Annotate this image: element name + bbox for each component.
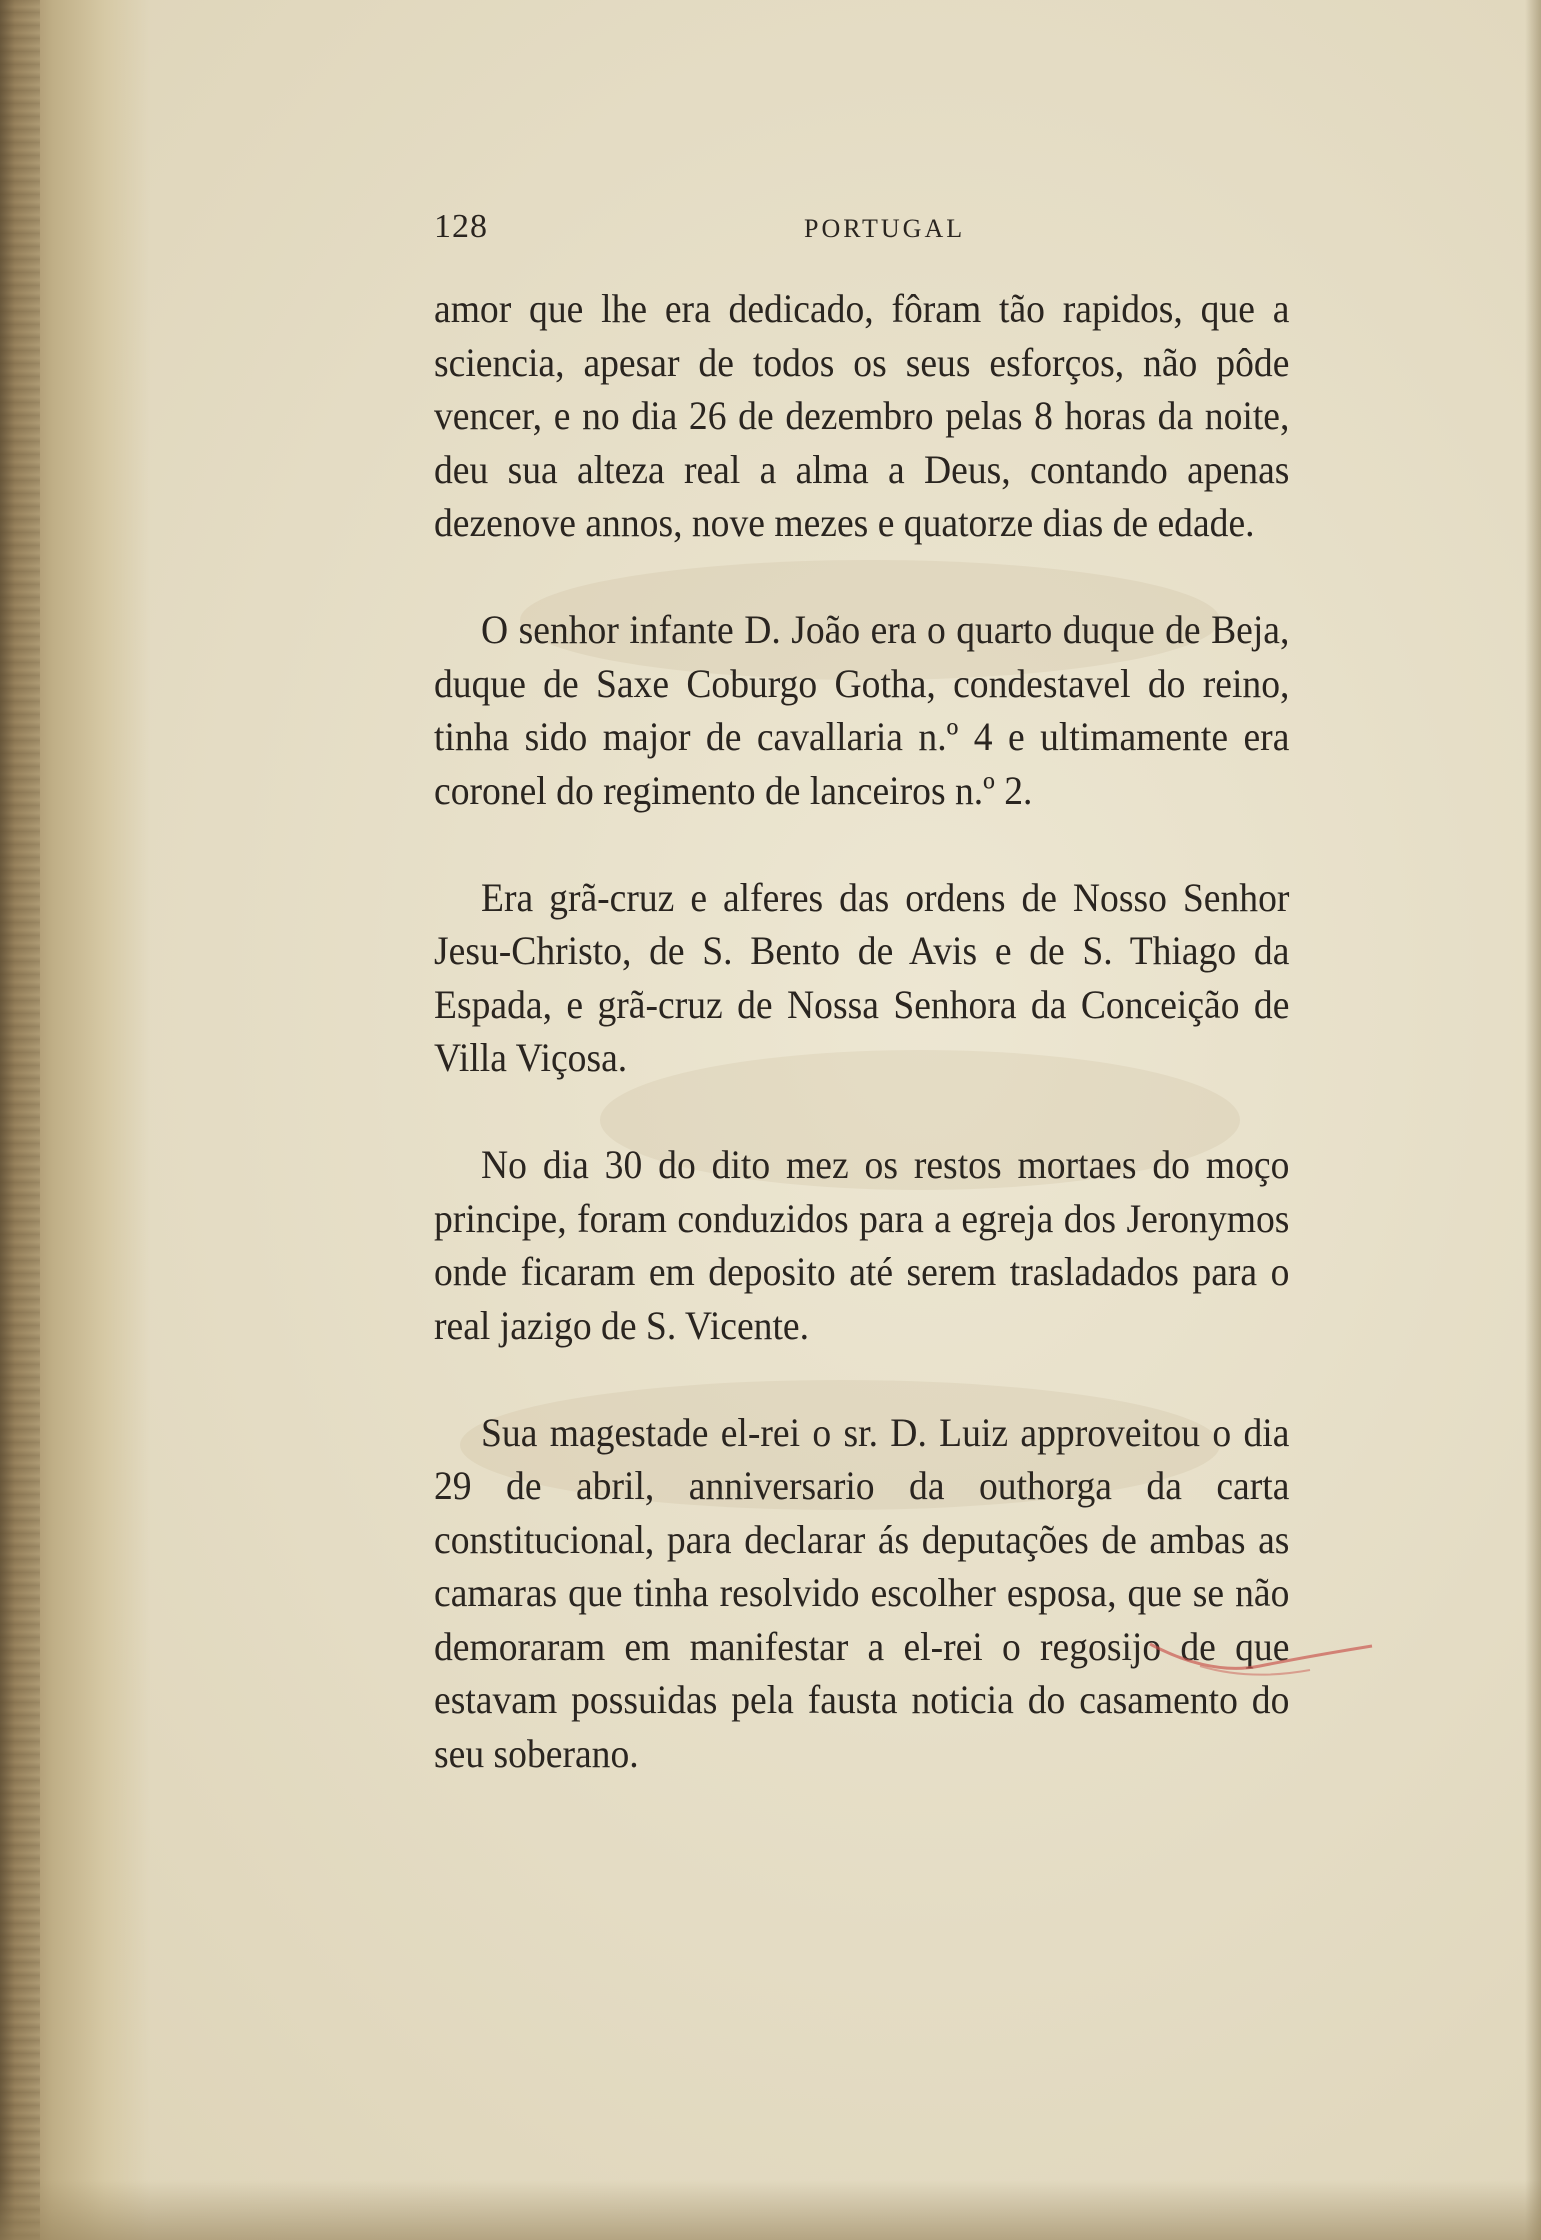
paragraph: Era grã-cruz e alferes das ordens de Nosso Senhor Jesu-Christo, de S. Bento de Avis e de S. Thiago da Espada, e grã-cruz de Nossa Senhora da Conceição de Villa Viçosa. bbox=[434, 874, 1290, 1080]
page-right-edge bbox=[1525, 0, 1541, 2240]
page-header bbox=[434, 208, 1334, 248]
page-bottom-edge bbox=[0, 2180, 1541, 2240]
paragraph: Sua magestade el-rei o sr. D. Luiz approveitou o dia 29 de abril, anniversario da outhorga da carta constitucional, para declarar ás deputações de ambas as camaras que tinha resolvido escolher esposa, que se não demoraram em manifestar a el-rei o regosijo de que estavam possuidas pela fausta noticia do casamento do seu soberano. bbox=[434, 1409, 1290, 1776]
red-pencil-mark bbox=[1140, 1636, 1380, 1686]
running-head: PORTUGAL bbox=[804, 214, 966, 243]
paragraph: amor que lhe era dedicado, fôram tão rapidos, que a sciencia, apesar de todos os seus esforços, não pôde vencer, e no dia 26 de dezembro pelas 8 horas da noite, deu sua alteza real a alma a Deus, contando apenas dezenove annos, nove mezes e quatorze dias de edade. bbox=[434, 286, 1290, 545]
page-number: 128 bbox=[434, 208, 488, 245]
paragraph: O senhor infante D. João era o quarto duque de Beja, duque de Saxe Coburgo Gotha, condestavel do reino, tinha sido major de cavallaria n.º 4 e ultimamente era coronel do regimento de lanceiros n.º 2. bbox=[434, 607, 1290, 813]
paragraph: No dia 30 do dito mez os restos mortaes do moço principe, foram conduzidos para a egreja dos Jeronymos onde ficaram em deposito até serem trasladados para o real jazigo de S. Vicente. bbox=[434, 1142, 1290, 1348]
body-text bbox=[434, 282, 1289, 1780]
page-gutter-texture bbox=[0, 0, 40, 2240]
